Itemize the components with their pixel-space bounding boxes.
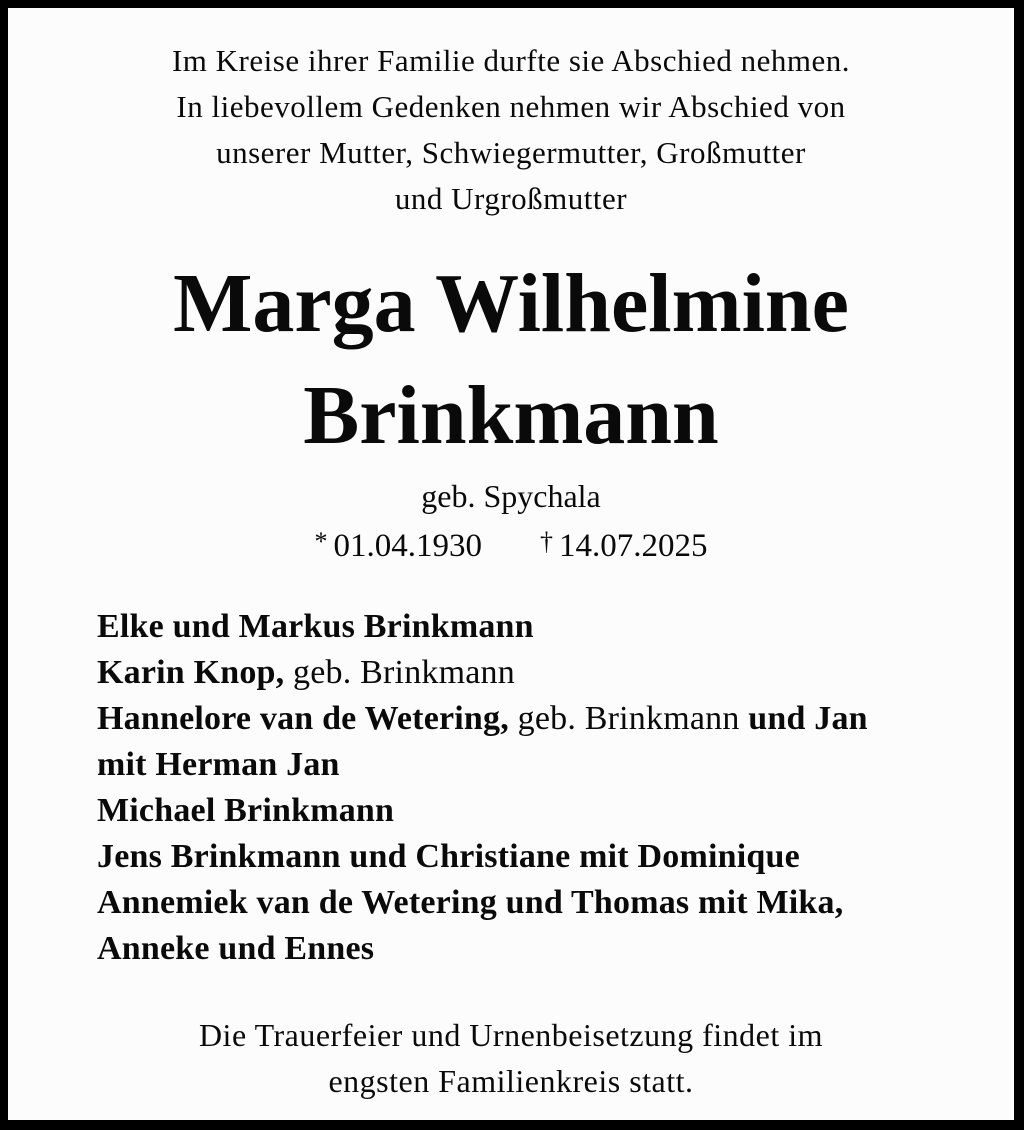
birth-date: 01.04.1930 xyxy=(333,528,482,564)
mourner-suffix: geb. Brinkmann xyxy=(284,654,515,691)
mourner-name: Michael Brinkmann xyxy=(97,792,395,829)
mourner-line xyxy=(97,696,974,742)
maiden-name: geb. Spychala xyxy=(421,478,601,514)
mourner-line xyxy=(97,788,974,834)
intro-text xyxy=(8,8,1014,222)
intro-line: unserer Mutter, Schwiegermutter, Großmutter xyxy=(216,135,806,170)
mourner-line xyxy=(97,834,974,880)
mourner-name: Anneke und Ennes xyxy=(97,930,375,967)
intro-line: und Urgroßmutter xyxy=(394,181,628,216)
mourner-suffix: geb. Brinkmann xyxy=(508,700,749,737)
birth-star-icon: * xyxy=(314,527,328,556)
mourner-name: Annemiek van de Wetering und Thomas mit Mika, xyxy=(97,884,844,921)
death-date: 14.07.2025 xyxy=(559,528,708,564)
mourner-name: mit Herman Jan xyxy=(97,746,340,783)
deceased-name xyxy=(8,248,1014,472)
mourners-list xyxy=(8,604,1014,972)
closing-line: engsten Familienkreis statt. xyxy=(328,1063,694,1099)
mourner-name: Jens Brinkmann und Christiane mit Dominique xyxy=(97,838,800,875)
intro-line: Im Kreise ihrer Familie durfte sie Abschied nehmen. xyxy=(171,43,851,78)
closing-text xyxy=(8,1012,1014,1104)
mourner-line xyxy=(97,880,974,926)
deceased-name-line2: Brinkmann xyxy=(303,369,719,462)
mourner-line xyxy=(97,604,974,650)
closing-line: Die Trauerfeier und Urnenbeisetzung findet im xyxy=(198,1017,824,1053)
mourner-name: Elke und Markus Brinkmann xyxy=(97,608,534,645)
birth-date-group xyxy=(315,518,483,570)
mourner-line xyxy=(97,926,974,972)
mourner-line xyxy=(97,650,974,696)
death-date-group xyxy=(540,518,708,570)
mourner-extra: und Jan xyxy=(748,700,868,737)
mourner-name: Hannelore van de Wetering, xyxy=(97,700,509,737)
intro-line: In liebevollem Gedenken nehmen wir Abschied von xyxy=(176,89,846,124)
mourner-name: Karin Knop, xyxy=(97,654,285,691)
mourner-line xyxy=(97,742,974,788)
life-dates xyxy=(8,518,1014,570)
deceased-name-line1: Marga Wilhelmine xyxy=(173,257,849,350)
death-cross-icon: † xyxy=(540,527,553,556)
obituary-page xyxy=(8,8,1014,1120)
